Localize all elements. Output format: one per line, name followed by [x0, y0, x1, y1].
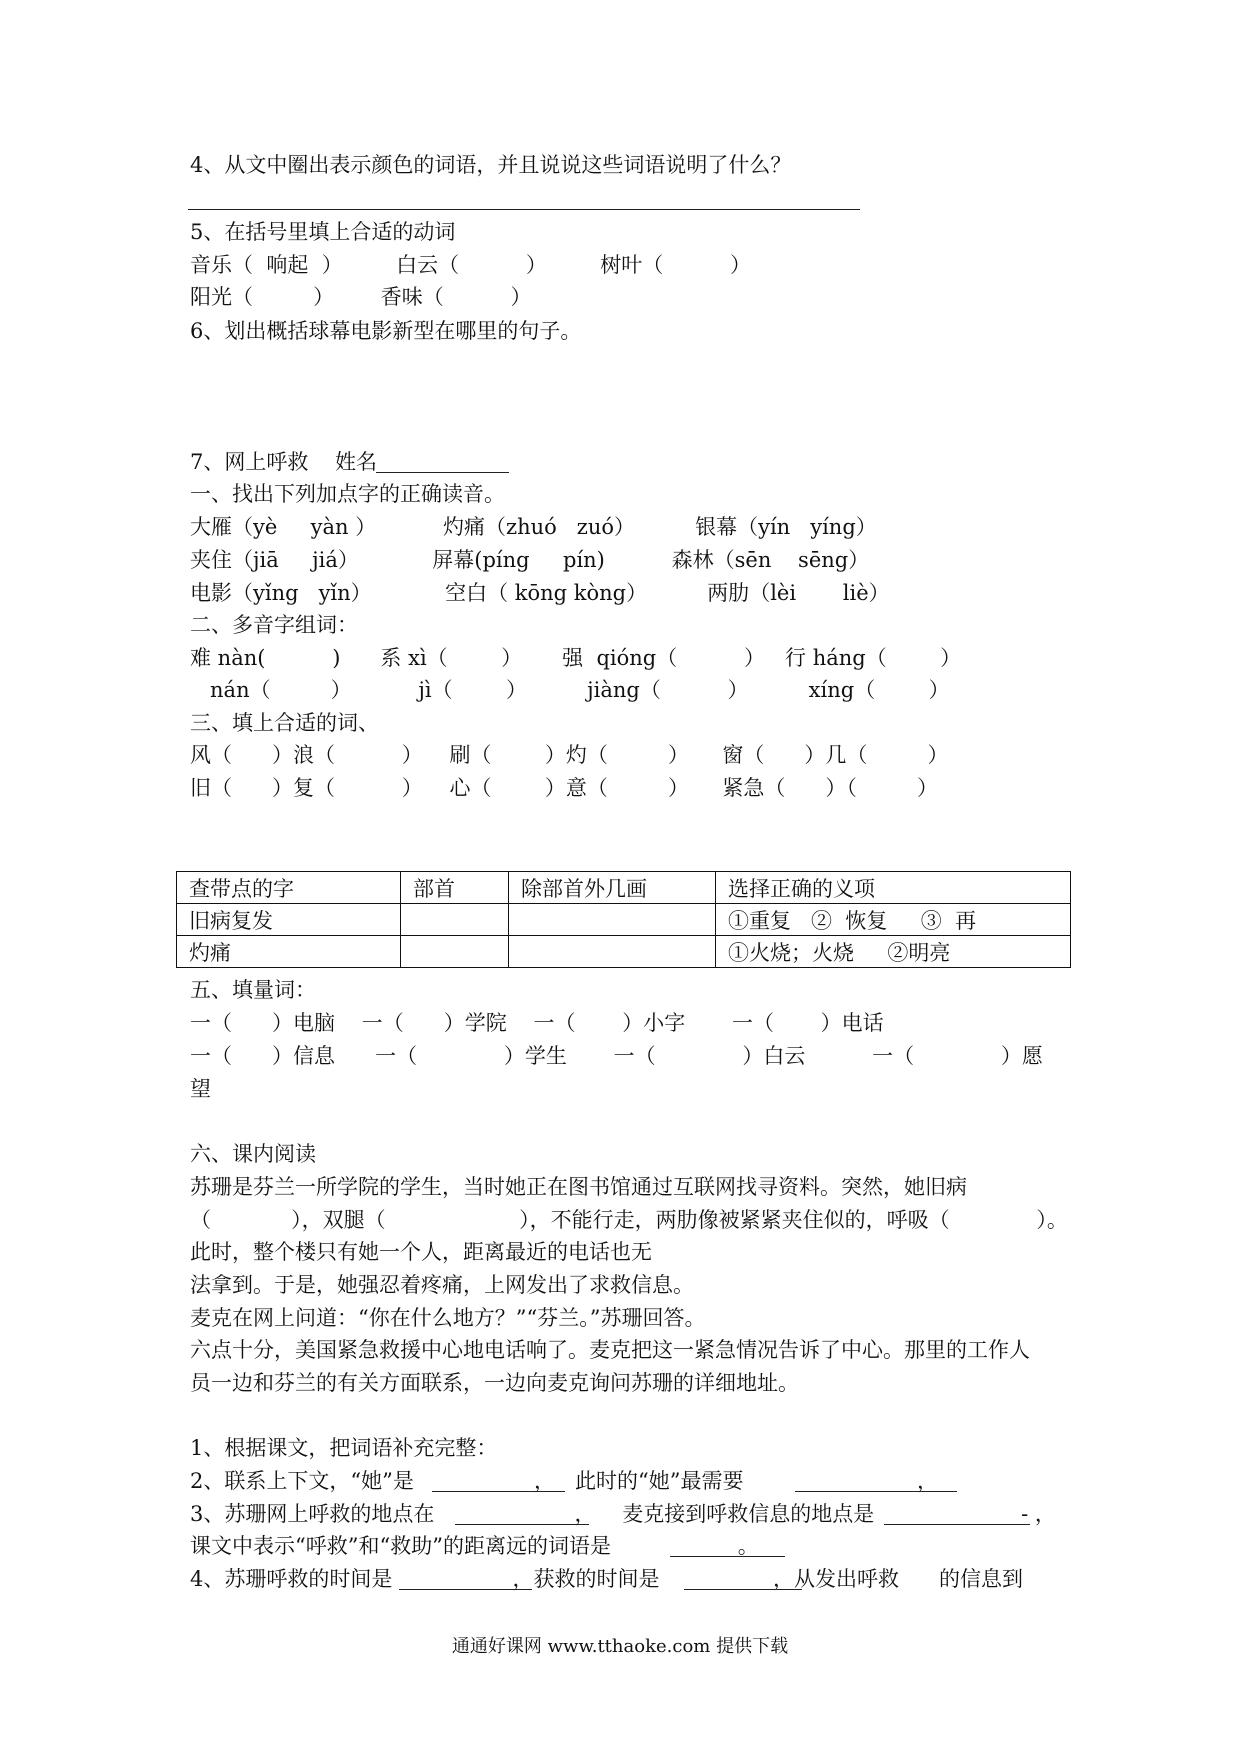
q4-line: 4、从文中圈出表示颜色的词语，并且说说这些词语说明了什么？ [190, 153, 792, 177]
section-2-title: 二、多音字组词： [190, 613, 358, 637]
pinyin-row-1: 大雁（yè yàn ） 灼痛（zhuó zuó） 银幕（yín yíng） [190, 515, 877, 539]
reading-q3: 3、苏珊网上呼救的地点在 ， 麦克接到呼救信息的地点是 - ， [190, 1502, 1056, 1526]
answer-blank [455, 1524, 589, 1525]
table-header-row [177, 872, 1071, 904]
passage-line-3: 此时，整个楼只有她一个人，距离最近的电话也无 [190, 1240, 652, 1264]
section-6-title: 六、课内阅读 [190, 1142, 316, 1166]
table-cell: ①重复 ② 恢复 ③ 再 [716, 904, 1071, 936]
table-row [177, 904, 1071, 936]
q5-line: 5、在括号里填上合适的动词 [190, 220, 456, 244]
lesson-title: 7、网上呼救 姓名 [190, 450, 378, 474]
pinyin-row-2: 夹住（jiā jiá） 屏幕(píng pín) 森林（sēn sēng） [190, 548, 870, 572]
polyphone-row-1: 难 nàn( ) 系 xì（ ） 强 qióng（ ） 行 háng（ ） [190, 646, 962, 670]
fill-row-1: 风（ ）浪（ ） 刷（ ）灼（ ） 窗（ ）几（ ） [190, 743, 949, 767]
table-cell: ①火烧；火烧 ②明亮 [716, 936, 1071, 968]
answer-line [188, 209, 860, 210]
table-cell[interactable] [401, 904, 509, 936]
passage-line-1: 苏珊是芬兰一所学院的学生，当时她正在图书馆通过互联网找寻资料。突然，她旧病 [190, 1175, 967, 1199]
polyphone-row-2: nán（ ） jì（ ） jiàng（ ） xíng（ ） [190, 678, 950, 702]
passage-line-7: 员一边和芬兰的有关方面联系，一边向麦克询问苏珊的详细地址。 [190, 1371, 799, 1395]
page-footer: 通通好课网 www.tthaoke.com 提供下载 [451, 1636, 789, 1657]
table-cell[interactable] [509, 904, 716, 936]
section-1-title: 一、找出下列加点字的正确读音。 [190, 482, 505, 506]
measure-row-2-wrap: 望 [190, 1077, 211, 1101]
reading-q3-cont: 课文中表示“呼救”和“救助”的距离远的词语是 。 [190, 1534, 759, 1558]
passage-line-5: 麦克在网上问道：“你在什么地方？”“芬兰。”苏珊回答。 [190, 1306, 706, 1330]
answer-blank [432, 1491, 565, 1492]
passage-line-6: 六点十分，美国紧急救援中心地电话响了。麦克把这一紧急情况告诉了中心。那里的工作人 [190, 1338, 1030, 1362]
fill-row-2: 旧（ ）复（ ） 心（ ）意（ ） 紧急（ ）（ ） [190, 776, 938, 800]
table-header-cell: 除部首外几画 [509, 872, 716, 904]
table-cell: 灼痛 [177, 936, 401, 968]
answer-blank [884, 1524, 1030, 1525]
table-header-cell: 部首 [401, 872, 509, 904]
table-cell[interactable] [401, 936, 509, 968]
verb-row-1: 音乐（ 响起 ） 白云（ ） 树叶（ ） [190, 253, 752, 277]
pinyin-row-3: 电影（yǐng yǐn） 空白（ kōng kòng） 两肋（lèi liè） [190, 581, 890, 605]
verb-row-2: 阳光（ ） 香味（ ） [190, 285, 532, 309]
passage-line-4: 法拿到。于是，她强忍着疼痛，上网发出了求救信息。 [190, 1273, 694, 1297]
table-cell[interactable] [509, 936, 716, 968]
table-cell: 旧病复发 [177, 904, 401, 936]
answer-blank [399, 1589, 532, 1590]
section-5-title: 五、填量词： [190, 978, 316, 1002]
q6-line: 6、划出概括球幕电影新型在哪里的句子。 [190, 319, 582, 343]
table-row [177, 936, 1071, 968]
measure-row-1: 一（ ）电脑 一（ ）学院 一（ ）小字 一（ ）电话 [190, 1011, 884, 1035]
table-header-cell: 查带点的字 [177, 872, 401, 904]
answer-blank [684, 1589, 802, 1590]
name-blank [376, 472, 509, 473]
passage-line-2: （ ），双腿（ ），不能行走，两肋像被紧紧夹住似的，呼吸（ ）。 [190, 1208, 1068, 1232]
table-header-cell: 选择正确的义项 [716, 872, 1071, 904]
answer-blank [670, 1556, 785, 1557]
dictionary-table [176, 871, 1071, 968]
measure-row-2: 一（ ）信息 一（ ）学生 一（ ）白云 一（ ）愿 [190, 1044, 1043, 1068]
reading-q4: 4、苏珊呼救的时间是 ，获救的时间是 ，从发出呼救 的信息到 [190, 1567, 1024, 1591]
reading-q2: 2、联系上下文，“她”是 ， 此时的“她”最需要 ， [190, 1469, 939, 1493]
reading-q1: 1、根据课文，把词语补充完整： [190, 1436, 498, 1460]
answer-blank [795, 1491, 957, 1492]
section-3-title: 三、填上合适的词、 [190, 711, 379, 735]
